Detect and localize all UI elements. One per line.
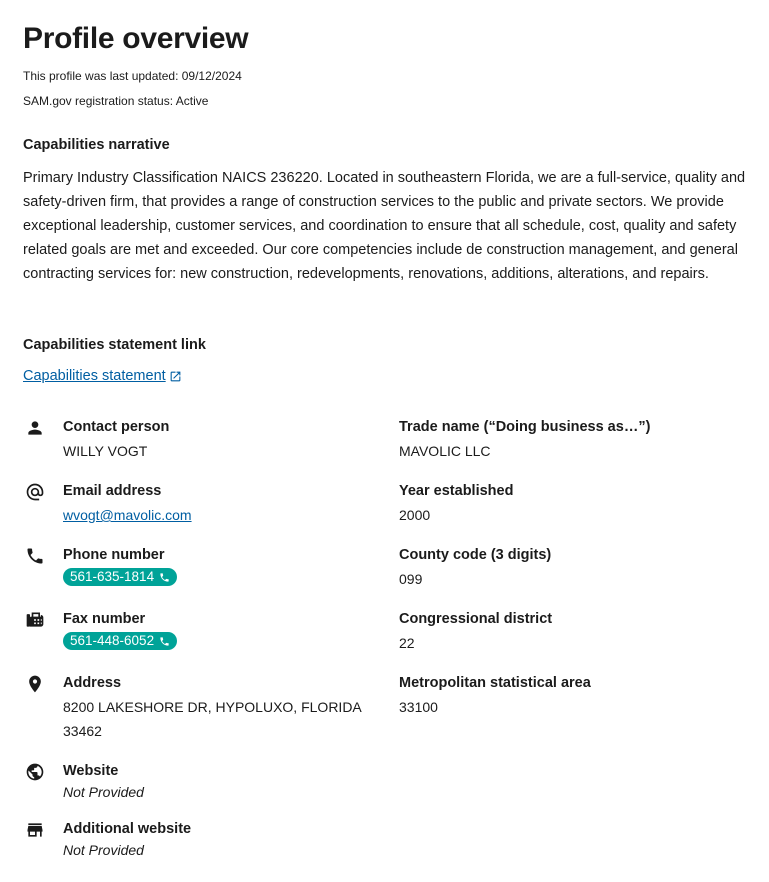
capabilities-statement-link-heading: Capabilities statement link: [23, 337, 206, 353]
fax-icon: [24, 609, 46, 631]
phone-call-button[interactable]: [63, 568, 177, 586]
storefront-icon: [24, 819, 46, 841]
address-line2: 33462: [63, 723, 102, 739]
capabilities-narrative-heading: Capabilities narrative: [23, 137, 170, 153]
address-field: [63, 673, 362, 743]
contact-person-field: [63, 417, 169, 463]
email-field: [63, 481, 192, 527]
fax-number-value: 561-448-6052: [70, 633, 155, 648]
phone-number-value: 561-635-1814: [70, 569, 155, 584]
globe-icon: [24, 761, 46, 783]
additional-website-field: [63, 819, 191, 862]
county-code-value: 099: [399, 571, 423, 587]
fax-label: Fax number: [63, 611, 146, 627]
fax-call-button[interactable]: [63, 632, 177, 650]
additional-website-value: Not Provided: [63, 842, 144, 858]
trade-name-label: Trade name (“Doing business as…”): [399, 419, 651, 435]
last-updated-text: This profile was last updated: 09/12/2024: [23, 69, 242, 83]
address-label: Address: [63, 675, 122, 691]
trade-name-value: MAVOLIC LLC: [399, 443, 491, 459]
phone-label: Phone number: [63, 547, 165, 563]
year-established-field: [399, 481, 513, 527]
msa-label: Metropolitan statistical area: [399, 675, 591, 691]
congressional-district-label: Congressional district: [399, 611, 553, 627]
page-title: Profile overview: [23, 22, 249, 55]
additional-website-label: Additional website: [63, 821, 192, 837]
metropolitan-statistical-area-field: [399, 673, 591, 719]
capabilities-statement-link[interactable]: [23, 368, 182, 384]
website-value: Not Provided: [63, 784, 144, 800]
county-code-label: County code (3 digits): [399, 547, 552, 563]
at-sign-icon: [24, 481, 46, 503]
contact-person-value: WILLY VOGT: [63, 443, 148, 459]
phone-small-icon: [159, 572, 170, 583]
location-pin-icon: [24, 673, 46, 695]
external-link-icon: [169, 370, 182, 383]
trade-name-field: [399, 417, 650, 463]
year-established-value: 2000: [399, 507, 431, 523]
congressional-district-field: [399, 609, 552, 655]
capabilities-narrative-text: Primary Industry Classification NAICS 236220. Located in southeastern Florida, we are a full-service, quality and safety-driven firm, that provides a range of construction services to the public and private sectors. We provide exceptional leadership, customer services, and coordination to ensure that all schedule, cost, quality and safety related goals are met and exceeded. Our core competencies include de construction management, and general contracting services for: new construction, redevelopments, renovations, additions, alterations, and repairs.: [23, 170, 746, 282]
website-field: [63, 761, 144, 804]
registration-status-text: SAM.gov registration status: Active: [23, 94, 209, 108]
website-label: Website: [63, 763, 119, 779]
email-label: Email address: [63, 483, 162, 499]
person-icon: [24, 417, 46, 439]
address-line1: 8200 LAKESHORE DR, HYPOLUXO, FLORIDA: [63, 699, 362, 715]
year-established-label: Year established: [399, 483, 514, 499]
contact-person-label: Contact person: [63, 419, 170, 435]
capabilities-statement-link-label: Capabilities statement: [23, 368, 166, 384]
phone-icon: [24, 545, 46, 567]
fax-field: [63, 609, 177, 650]
msa-value: 33100: [399, 699, 438, 715]
phone-field: [63, 545, 177, 586]
phone-small-icon: [159, 636, 170, 647]
county-code-field: [399, 545, 551, 591]
email-link[interactable]: wvogt@mavolic.com: [63, 507, 192, 523]
congressional-district-value: 22: [399, 635, 415, 651]
